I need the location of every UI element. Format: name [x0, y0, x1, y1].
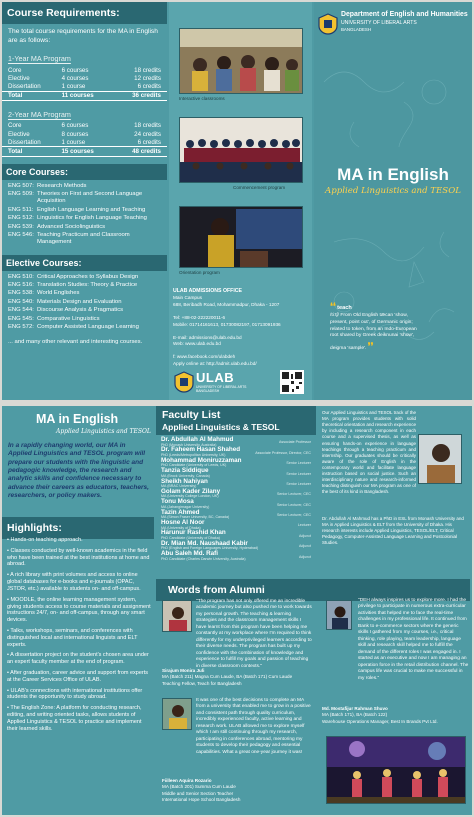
table-row: Dissertation 1 course 6 credits	[8, 83, 161, 91]
department-name: Department of English and Humanities	[341, 11, 468, 18]
list-item: Golam Kader Zilany MA (University College London, UK) Senior Lecturer, CEC	[161, 487, 311, 499]
department-logo	[318, 11, 468, 37]
list-item: ENG 540: Materials Design and Evaluation	[8, 298, 122, 305]
list-item: ENG 511: English Language Learning and Teaching	[8, 206, 146, 213]
list-item: • ULAB's connections with international institutions offer students the opportunity to study abroad.	[7, 687, 143, 701]
brochure-outer-side	[2, 2, 472, 400]
alumni-bio-1: Sirajum Monira Juli MA (Batch 211) Magna Cum Laude, BA (Batch 171) Cum Laude Teaching Fellow, Teach for Bangladesh	[162, 668, 293, 686]
list-item: ENG 545: Comparative Linguistics	[8, 315, 100, 322]
more-courses-note: ... and many other relevant and interesting courses.	[8, 339, 143, 346]
intro-text: In a rapidly changing world, our MA in Applied Linguistics and TESOL program will prepare our students with the linguistic and pedagogic knowledge, the research and analytic skills and confidence necessary to advance their careers as educators, teachers, researchers, or policy makers.	[8, 442, 149, 499]
ulab-fullname: UNIVERSITY OF LIBERAL ARTS BANGLADESH	[196, 385, 247, 393]
list-item: • A rich library with print volumes and access to online global databases for e-books and e-journals (OPAC, JSTOR, etc.) available to students on- and off-campus.	[7, 572, 141, 592]
director-alumni-column	[318, 406, 472, 815]
director-photo	[418, 434, 462, 484]
list-item: • Hands-on teaching approach.	[7, 537, 83, 543]
list-item: Hosne Al Noor MA (University of Dhaka) Lecturer	[161, 519, 311, 530]
table-row: Dissertation 1 course 6 credits	[8, 138, 161, 146]
alumni-bio-2: Md. Mostafijur Rahman Shuvo MA (Batch 171), BA (Batch 122) Warehouse Operations Manager, Best In Brands Pvt Ltd.	[322, 706, 438, 724]
email-link[interactable]: E-mail: admissions@ulab.edu.bd	[173, 334, 242, 340]
brochure-inner-side	[2, 406, 472, 815]
list-item: • After graduation, career advice and support from experts at the Career Services Office of ULAB.	[7, 670, 149, 683]
event-stage-photo	[326, 736, 466, 804]
core-courses-list	[2, 180, 167, 251]
two-year-program-table	[2, 122, 167, 157]
director-bio-text: Dr. Abdullah Al Mahmud has a PhD in ESL from Monash University and MA in Applied Linguistics & ELT from the University of Dhaka. His research interests include Applied Linguistics, TESOL/ELT, Critical Pedagogy, Computer-Assisted Language Learning and Postcolonial Studies.	[322, 516, 464, 546]
table-total-row: Total 15 courses 48 credits	[2, 147, 167, 156]
admissions-office-label: ULAB ADMISSIONS OFFICE	[173, 288, 242, 294]
cover-column	[314, 2, 472, 400]
open-quote-icon: ❛❛	[330, 301, 336, 311]
telephone-text: Tel: +88-02-222220011-6	[173, 315, 226, 321]
list-item: Tazin Ahmed MA (Simon Fraser University, BC, Canada) Senior Lecturer, CEC	[161, 508, 311, 520]
faculty-column	[156, 406, 316, 815]
facebook-link[interactable]: f: www.facebook.com/ulabdeh	[173, 354, 236, 360]
list-item: • MOODLE, the online learning management system, giving students access to course materials and assignment instructions 24/7, on- and off-campus, through any smart devices.	[7, 596, 151, 624]
list-item: • Talks, workshops, seminars, and conferences with distinguished local and international linguists and ELT experts.	[7, 627, 138, 648]
list-item: Mohammad Moniruzzaman PhD Candidate (University of Leeds, UK) Senior Lecturer	[161, 456, 311, 468]
one-year-program-table	[2, 66, 167, 101]
list-item: ENG 544: Discourse Analysis & Pragmatics	[8, 307, 124, 314]
list-item: • Classes conducted by well-known academics in the field who have been trained at the best institutions at home and abroad.	[7, 547, 150, 568]
alumni-quote-1: "The program has not only offered me an incredible academic journey but also pushed me to work towards my personal growth. The teaching & learning strategies and the classroom management skills I have learnt from this program have been helping me constantly at my workplace where I'm required to think differently for my underprivileged learners according to their diverse needs. The program has built up my confidence with the combination of knowledge and experience to fulfill my goals and passion of teaching in diverse classroom contexts."	[196, 599, 312, 669]
alumni-heading: Words from Alumni	[156, 579, 470, 601]
list-item: • The English Zone: A platform for conducting research, editing, and writing oriented tasks, allows students of Applied Linguistics & TESOL to practice and implement their learned skills.	[7, 705, 142, 732]
list-item: Sheikh Nahiyan MA (BRAC University) Senior Lecturer	[161, 477, 311, 489]
apply-online-link[interactable]: Apply online at: http://admit.ulab.edu.bd/	[173, 361, 257, 367]
orientation-photo	[179, 206, 303, 268]
table-row: Elective 8 courses 24 credits	[8, 130, 161, 138]
highlights-list	[7, 537, 152, 737]
faculty-subheading: Applied Linguistics & TESOL	[156, 422, 316, 435]
list-item: Abu Saleh Md. Rafi PhD Candidate (Charles Darwin University, Australia) Adjunct	[161, 550, 311, 561]
photo-caption: Orientation program	[179, 270, 220, 275]
admissions-contact	[173, 288, 305, 368]
table-row: Core 6 courses 18 credits	[8, 122, 161, 130]
qr-code[interactable]	[280, 370, 304, 394]
ulab-crest-icon	[318, 13, 338, 35]
course-requirements-heading: Course Requirements:	[2, 2, 167, 24]
classroom-photo	[179, 28, 303, 94]
university-country: BANGLADESH	[341, 27, 372, 32]
core-courses-heading: Core Courses:	[2, 164, 167, 180]
campus-label: Main Campus	[173, 295, 202, 301]
list-item: ENG 546: Teaching Practicum and Classroom Management	[8, 231, 130, 246]
alumni-quote-3: It was one of the best decisions to complete an MA from a university that enabled me to grow in a positive and consistent path through quality curriculum, incredibly experienced faculty, active learning and research work. ULAB allowed me to explore myself which I am still continuing through my research, participating in conferences abroad, mentoring my students to develop their pedagogy and essential capabilities. What a great one-year journey it was!	[196, 698, 311, 755]
alumni-photo	[162, 600, 192, 632]
address-text: 688, Beribadh Road, Mohammadpur, Dhaka - 1207	[173, 301, 280, 307]
intro-highlights-column	[2, 406, 154, 815]
alumni-photo	[326, 600, 352, 630]
elective-courses-list	[2, 271, 167, 336]
program-overview-text: Our Applied Linguistics and TESOL track of the MA program provides students with solid theoretical orientation and research experience by including a research component in each course and a supervised thesis, as well as ensuring hands-on experience in language teachings through a teaching practicum and internship. Our graduates should be critically aware of the role of English in the contemporary world and facilitate language instruction based on social justice. Such an interdisciplinary nature and research-informed teaching distinguish our MA program as one of the best of its kind in Bangladesh.	[322, 410, 416, 495]
photo-caption: Interactive classrooms	[179, 96, 225, 101]
course-requirements-column	[2, 2, 167, 400]
photos-contact-column	[169, 2, 312, 400]
ulab-crest-icon	[174, 371, 194, 393]
intro-title: MA in English	[36, 412, 119, 426]
faculty-heading: Faculty List	[156, 406, 316, 422]
table-row: Core 6 courses 18 credits	[8, 66, 161, 74]
teach-definition: ❛❛ teach /tiːtʃ/ From Old English tǣcan 'show, present, point out', of Germanic origin; related to token, from an Indo-European root shared by Greek deiknunai 'show', deigma 'sample'. ❜❜	[330, 301, 417, 352]
list-item: Tonu Mosa MA (Jahangirnagar University) Senior Lecturer, CEC	[161, 498, 311, 509]
list-item: ENG 507: Research Methods	[8, 182, 87, 189]
list-item: ENG 539: Advanced Sociolinguistics	[8, 223, 106, 230]
alumni-quote-2: "DEH always inspires us to explore more. I had the privilege to participate in numerous extra-curricular activities that helped me to face the real-time challenges in my professional life. It continued from Bank to e-commerce sectors where the generic skills I gathered from my courses, i.e., critical thinking, role playing, team leadership, language skill and research skill helped me to fulfill the demand of the different roles I was engaged in. I started as an executive and now I am managing an operation force in the retail distribution channel. The campus life was crucial to make me successful in my roles."	[358, 598, 469, 681]
faculty-list	[156, 435, 316, 562]
list-item: ENG 509: Theories on First and Second Language Acquisition	[8, 191, 143, 205]
highlights-heading: Highlights:	[2, 517, 154, 539]
alumni-photo	[162, 698, 192, 730]
mobile-text: Mobile: 01714161613, 01730082197, 01713091936	[173, 321, 281, 327]
list-item: Tanzia Siddique MA (Brock University, Canada) Senior Lecturer	[161, 467, 311, 478]
alumni-bio-3: Fiilleen Aquira Rozario MA (Batch 201) Summa Cum Laude Middle and Senior Section Teacher International Hope School Bangladesh	[162, 778, 241, 803]
elective-courses-heading: Elective Courses:	[2, 255, 167, 271]
list-item: ENG 516: Translation Studies: Theory & Practice	[8, 282, 138, 288]
intro-subtitle: Applied Linguistics and TESOL	[56, 428, 151, 435]
commencement-photo	[179, 117, 303, 183]
list-item: ENG 510: Critical Approaches to Syllabus Design	[8, 273, 139, 280]
list-item: ENG 512: Linguistics for English Language Teaching	[8, 215, 147, 222]
list-item: • A dissertation project on the student's chosen area under an expert faculty member at the end of program.	[7, 652, 149, 666]
list-item: Dr. Faheem Hasan Shahed PhD (Leeds/Metropolitan University, UK) Associate Professor, Director, CEC	[161, 446, 311, 457]
cover-title: MA in English	[337, 165, 449, 184]
list-item: Dr. Abdullah Al Mahmud PhD (Monash University, Australia) Associate Professor	[161, 436, 311, 447]
cover-subtitle: Applied Linguistics and TESOL	[325, 186, 461, 196]
table-total-row: Total 11 courses 36 credits	[2, 91, 167, 100]
list-item: Dr. Mian Md. Naushaad Kabir PhD (English and Foreign Languages University, Hyderabad) Adjunct	[161, 539, 311, 551]
university-name: UNIVERSITY OF LIBERAL ARTS	[341, 20, 417, 26]
list-item: ENG 538: World Englishes	[8, 290, 80, 297]
photo-caption: Commencement program	[233, 185, 286, 190]
close-quote-icon: ❜❜	[367, 341, 374, 352]
two-year-program-label: 2-Year MA Program	[8, 109, 71, 119]
course-requirements-intro: The total course requirements for the MA in English are as follows:	[8, 28, 158, 44]
website-link[interactable]: Web: www.ulab.edu.bd	[173, 341, 221, 347]
ulab-wordmark: ULAB	[196, 370, 235, 385]
list-item: ENG 572: Computer Assisted Language Learning	[8, 323, 139, 330]
one-year-program-label: 1-Year MA Program	[8, 54, 71, 64]
table-row: Elective 4 courses 12 credits	[8, 74, 161, 82]
ulab-logo	[174, 370, 246, 394]
list-item: Harunur Rashid Khan PhD Candidate (University of Dhaka) Adjunct	[161, 529, 311, 540]
